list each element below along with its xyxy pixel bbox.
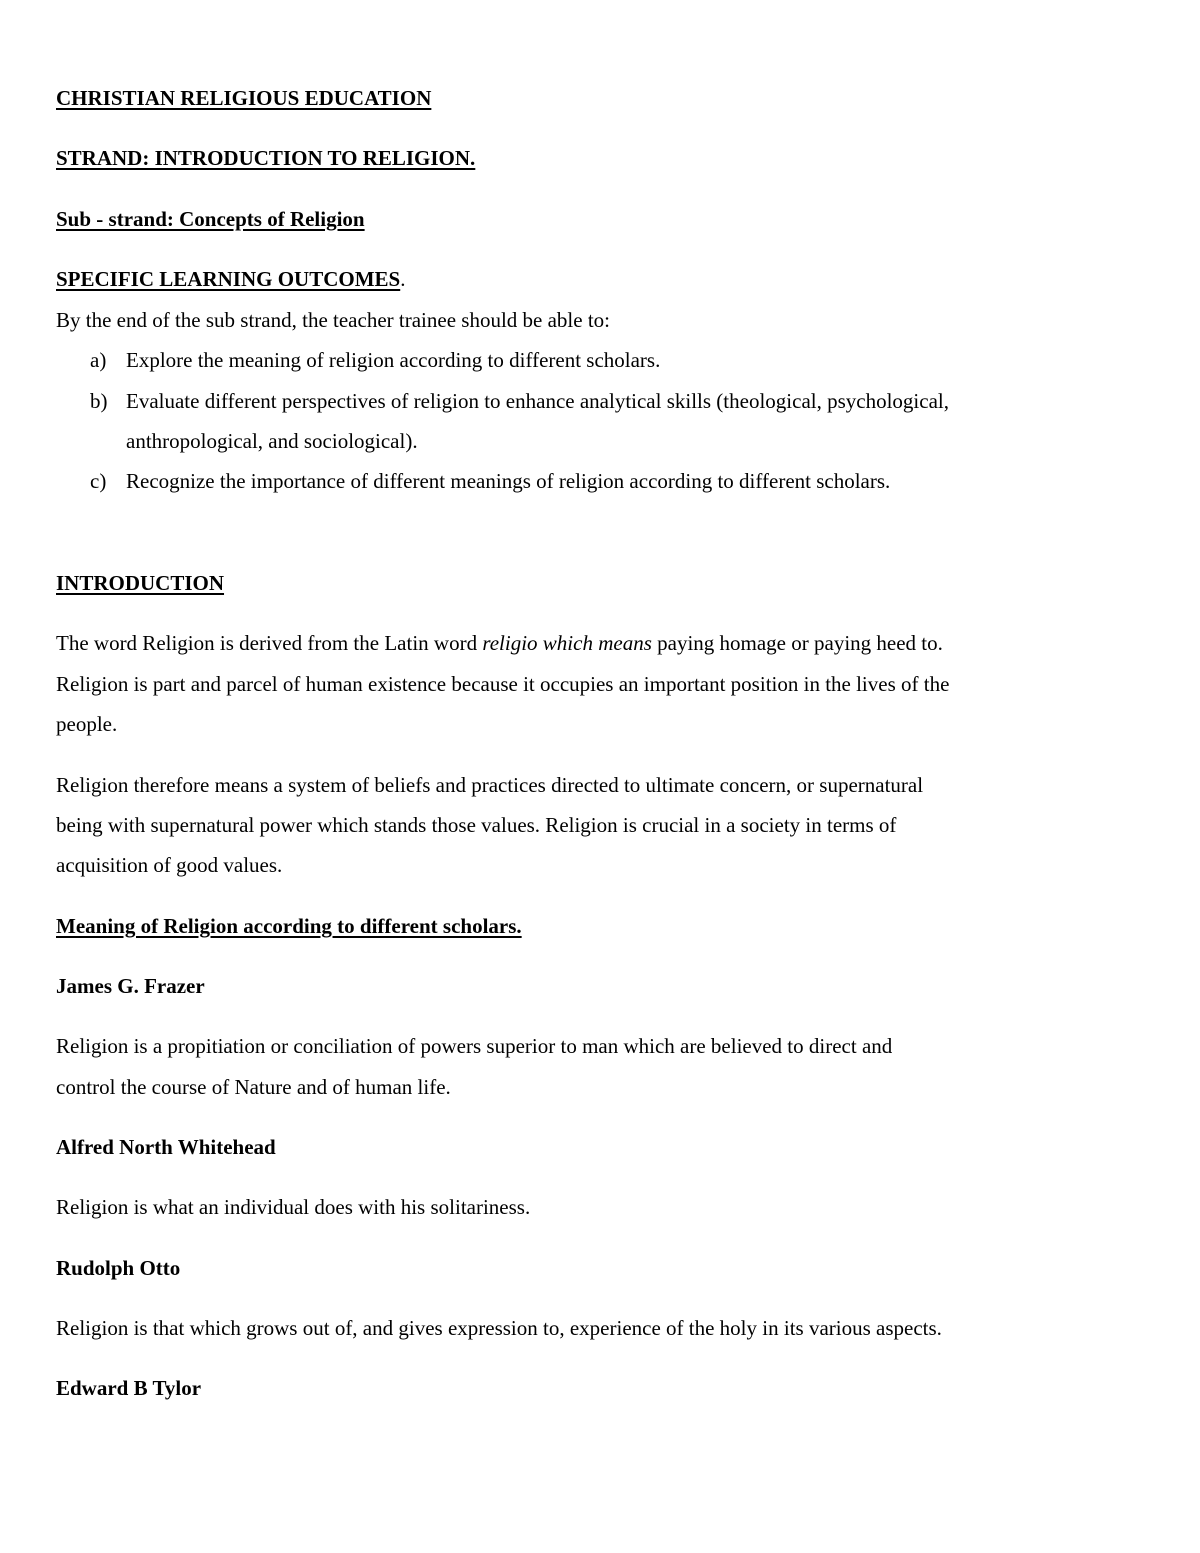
scholar-definition: Religion is what an individual does with his solitariness. [56,1195,531,1219]
outcome-marker: a) [90,348,107,372]
outcome-marker: c) [90,469,107,493]
scholar-name: Edward B Tylor [56,1376,202,1400]
sub-strand-heading: Sub - strand: Concepts of Religion [56,207,365,231]
meaning-heading: Meaning of Religion according to different scholars. [56,914,522,938]
outcomes-lead: By the end of the sub strand, the teacher trainee should be able to: [56,308,610,332]
paragraph-line: being with supernatural power which stands those values. Religion is crucial in a society in terms of [56,813,897,837]
outcome-marker: b) [90,389,108,413]
paragraph-line: Religion therefore means a system of beliefs and practices directed to ultimate concern, or supernatural [56,773,924,797]
outcome-text: Evaluate different perspectives of religion to enhance analytical skills (theological, psychological, [126,389,949,413]
scholar-name: Alfred North Whitehead [56,1135,276,1159]
paragraph-line: acquisition of good values. [56,853,283,877]
outcomes-heading-line [56,266,405,292]
scholar-name: James G. Frazer [56,974,205,998]
introduction-heading: INTRODUCTION [56,571,225,595]
document-title: CHRISTIAN RELIGIOUS EDUCATION [56,86,432,110]
latin-term: religio which means [482,631,652,655]
strand-heading: STRAND: INTRODUCTION TO RELIGION. [56,146,476,170]
outcome-text: Recognize the importance of different meanings of religion according to different scholars. [126,469,891,493]
scholar-definition: Religion is a propitiation or conciliation of powers superior to man which are believed to direct and [56,1034,893,1058]
paragraph-line: people. [56,712,118,736]
paragraph-line: Religion is part and parcel of human existence because it occupies an important position in the lives of the [56,672,950,696]
outcomes-heading-suffix: . [400,267,406,291]
paragraph-line [56,630,943,656]
outcome-text-continued: anthropological, and sociological). [126,429,418,453]
paragraph-text: paying homage or paying heed to. [651,631,943,655]
outcome-text: Explore the meaning of religion according to different scholars. [126,348,661,372]
scholar-definition: control the course of Nature and of human life. [56,1075,451,1099]
scholar-name: Rudolph Otto [56,1256,181,1280]
scholar-definition: Religion is that which grows out of, and gives expression to, experience of the holy in its various aspects. [56,1316,942,1340]
outcomes-heading: SPECIFIC LEARNING OUTCOMES [56,267,401,291]
paragraph-text: The word Religion is derived from the Latin word [56,631,483,655]
